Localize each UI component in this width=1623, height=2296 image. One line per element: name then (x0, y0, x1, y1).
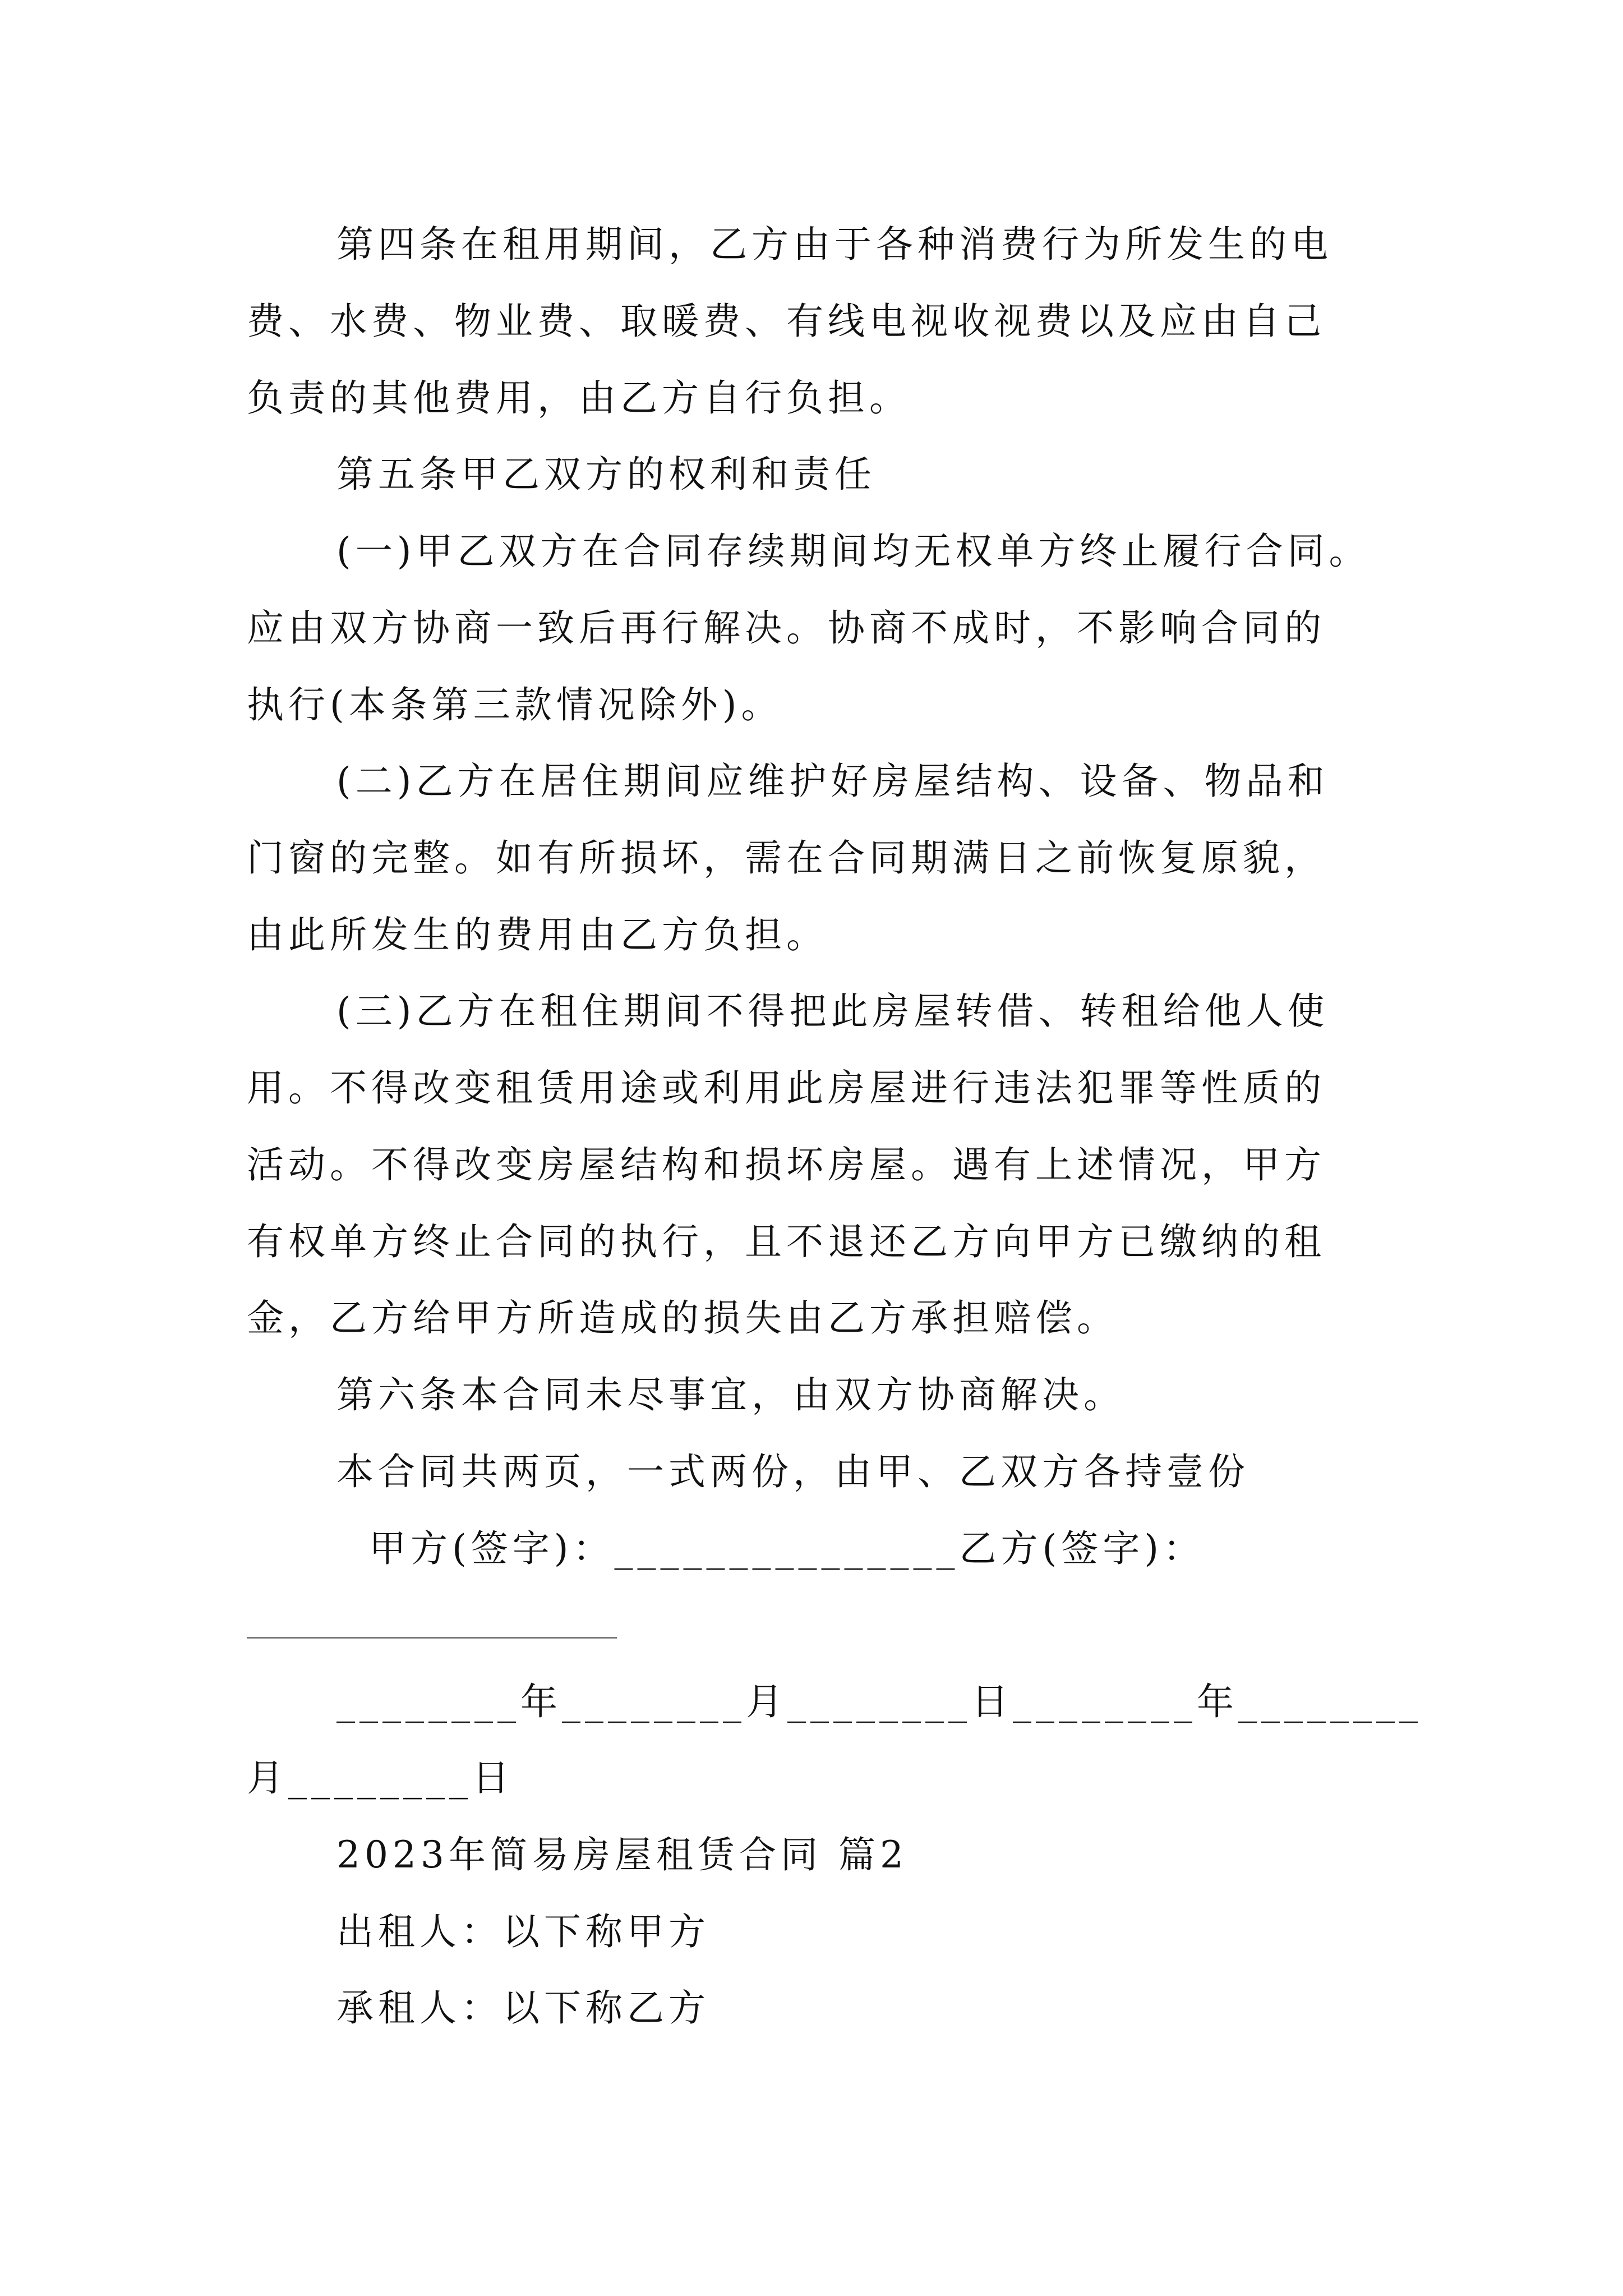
text-line: 执行(本条第三款情况除外)。 (247, 683, 783, 726)
text-line: 有权单方终止合同的执行，且不退还乙方向甲方已缴纳的租 (247, 1220, 1326, 1263)
text-line: 负责的其他费用，由乙方自行负担。 (247, 376, 911, 420)
text-line: 用。不得改变租赁用途或利用此房屋进行违法犯罪等性质的 (247, 1066, 1326, 1110)
date-line: ________年________月________日________年________ (336, 1680, 1422, 1723)
text-line: 出租人：以下称甲方 (336, 1910, 710, 1953)
text-line: 活动。不得改变房屋结构和损坏房屋。遇有上述情况，甲方 (247, 1143, 1326, 1186)
text-line: 费、水费、物业费、取暖费、有线电视收视费以及应由自己 (247, 300, 1326, 343)
text-line: 承租人：以下称乙方 (336, 1986, 710, 2030)
signature-line: 甲方(签字)：_______________乙方(签字)： (336, 1527, 1205, 1570)
text-line: 第六条本合同未尽事宜，由双方协商解决。 (336, 1373, 1125, 1416)
text-line: 本合同共两页，一式两份，由甲、乙双方各持壹份 (336, 1450, 1249, 1493)
text-line: (一)甲乙双方在合同存续期间均无权单方终止履行合同。 (336, 530, 1371, 573)
section-heading: 2023年简易房屋租赁合同 篇2 (336, 1833, 908, 1876)
text-line: 金，乙方给甲方所造成的损失由乙方承担赔偿。 (247, 1296, 1118, 1340)
text-line: 门窗的完整。如有所损坏，需在合同期满日之前恢复原貌， (247, 836, 1326, 880)
text-line: 由此所发生的费用由乙方负担。 (247, 913, 828, 956)
text-line: 第四条在租用期间，乙方由于各种消费行为所发生的电 (336, 223, 1332, 266)
text-line: (三)乙方在租住期间不得把此房屋转借、转租给他人使 (336, 990, 1329, 1033)
text-line: (二)乙方在居住期间应维护好房屋结构、设备、物品和 (336, 760, 1329, 803)
date-line: 月________日 (247, 1756, 514, 1800)
signature-underline (247, 1637, 617, 1639)
text-line: 应由双方协商一致后再行解决。协商不成时，不影响合同的 (247, 606, 1326, 650)
text-line: 第五条甲乙双方的权利和责任 (336, 453, 876, 496)
